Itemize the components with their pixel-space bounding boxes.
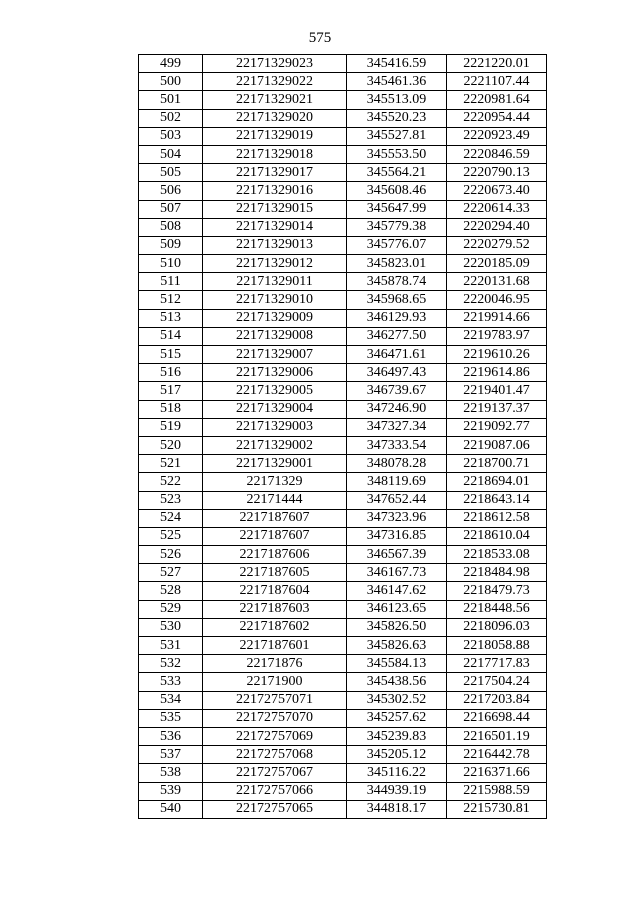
y-coordinate-cell: 2219087.06 <box>447 436 547 454</box>
table-row <box>139 127 547 145</box>
y-coordinate-cell: 2218533.08 <box>447 546 547 564</box>
code-cell: 22171876 <box>203 655 347 673</box>
y-coordinate-cell: 2217504.24 <box>447 673 547 691</box>
y-coordinate-cell: 2218612.58 <box>447 509 547 527</box>
row-index-cell: 511 <box>139 273 203 291</box>
code-cell: 2217187607 <box>203 509 347 527</box>
row-index-cell: 531 <box>139 637 203 655</box>
row-index-cell: 505 <box>139 164 203 182</box>
row-index-cell: 508 <box>139 218 203 236</box>
x-coordinate-cell: 345608.46 <box>347 182 447 200</box>
table-row <box>139 637 547 655</box>
x-coordinate-cell: 345878.74 <box>347 273 447 291</box>
row-index-cell: 512 <box>139 291 203 309</box>
table-row <box>139 182 547 200</box>
x-coordinate-cell: 345968.65 <box>347 291 447 309</box>
code-cell: 22171329008 <box>203 327 347 345</box>
x-coordinate-cell: 345239.83 <box>347 727 447 745</box>
x-coordinate-cell: 345527.81 <box>347 127 447 145</box>
x-coordinate-cell: 344818.17 <box>347 800 447 818</box>
y-coordinate-cell: 2220614.33 <box>447 200 547 218</box>
row-index-cell: 528 <box>139 582 203 600</box>
code-cell: 22172757069 <box>203 727 347 745</box>
x-coordinate-cell: 345826.63 <box>347 637 447 655</box>
code-cell: 22172757065 <box>203 800 347 818</box>
y-coordinate-cell: 2221220.01 <box>447 55 547 73</box>
row-index-cell: 509 <box>139 236 203 254</box>
table-row <box>139 600 547 618</box>
table-row <box>139 491 547 509</box>
table-row <box>139 709 547 727</box>
code-cell: 22171329004 <box>203 400 347 418</box>
y-coordinate-cell: 2219401.47 <box>447 382 547 400</box>
table-row <box>139 273 547 291</box>
x-coordinate-cell: 345823.01 <box>347 255 447 273</box>
coordinates-table <box>138 54 547 819</box>
code-cell: 22171329006 <box>203 364 347 382</box>
x-coordinate-cell: 345553.50 <box>347 145 447 163</box>
row-index-cell: 500 <box>139 73 203 91</box>
table-row <box>139 764 547 782</box>
row-index-cell: 526 <box>139 546 203 564</box>
table-row <box>139 255 547 273</box>
x-coordinate-cell: 346123.65 <box>347 600 447 618</box>
row-index-cell: 522 <box>139 473 203 491</box>
table-row <box>139 746 547 764</box>
y-coordinate-cell: 2220294.40 <box>447 218 547 236</box>
y-coordinate-cell: 2219092.77 <box>447 418 547 436</box>
x-coordinate-cell: 345584.13 <box>347 655 447 673</box>
x-coordinate-cell: 345564.21 <box>347 164 447 182</box>
x-coordinate-cell: 345257.62 <box>347 709 447 727</box>
code-cell: 2217187605 <box>203 564 347 582</box>
x-coordinate-cell: 345826.50 <box>347 618 447 636</box>
row-index-cell: 523 <box>139 491 203 509</box>
code-cell: 22171444 <box>203 491 347 509</box>
row-index-cell: 538 <box>139 764 203 782</box>
x-coordinate-cell: 346277.50 <box>347 327 447 345</box>
row-index-cell: 518 <box>139 400 203 418</box>
row-index-cell: 517 <box>139 382 203 400</box>
row-index-cell: 535 <box>139 709 203 727</box>
row-index-cell: 516 <box>139 364 203 382</box>
y-coordinate-cell: 2218096.03 <box>447 618 547 636</box>
table-row <box>139 200 547 218</box>
code-cell: 22172757067 <box>203 764 347 782</box>
table-row <box>139 145 547 163</box>
table-row <box>139 691 547 709</box>
code-cell: 2217187601 <box>203 637 347 655</box>
code-cell: 22171329016 <box>203 182 347 200</box>
code-cell: 22171329020 <box>203 109 347 127</box>
row-index-cell: 532 <box>139 655 203 673</box>
y-coordinate-cell: 2220923.49 <box>447 127 547 145</box>
y-coordinate-cell: 2220981.64 <box>447 91 547 109</box>
y-coordinate-cell: 2215730.81 <box>447 800 547 818</box>
table-row <box>139 364 547 382</box>
row-index-cell: 504 <box>139 145 203 163</box>
code-cell: 22171329018 <box>203 145 347 163</box>
table-row <box>139 91 547 109</box>
row-index-cell: 506 <box>139 182 203 200</box>
code-cell: 22171329003 <box>203 418 347 436</box>
x-coordinate-cell: 345779.38 <box>347 218 447 236</box>
row-index-cell: 533 <box>139 673 203 691</box>
x-coordinate-cell: 347652.44 <box>347 491 447 509</box>
y-coordinate-cell: 2219783.97 <box>447 327 547 345</box>
table-row <box>139 327 547 345</box>
y-coordinate-cell: 2219914.66 <box>447 309 547 327</box>
x-coordinate-cell: 345520.23 <box>347 109 447 127</box>
row-index-cell: 503 <box>139 127 203 145</box>
code-cell: 22172757070 <box>203 709 347 727</box>
x-coordinate-cell: 347327.34 <box>347 418 447 436</box>
code-cell: 2217187607 <box>203 527 347 545</box>
x-coordinate-cell: 345205.12 <box>347 746 447 764</box>
y-coordinate-cell: 2218643.14 <box>447 491 547 509</box>
table-row <box>139 800 547 818</box>
coordinates-table-body <box>139 55 547 819</box>
row-index-cell: 527 <box>139 564 203 582</box>
code-cell: 22171329007 <box>203 346 347 364</box>
table-row <box>139 109 547 127</box>
table-row <box>139 382 547 400</box>
y-coordinate-cell: 2219610.26 <box>447 346 547 364</box>
y-coordinate-cell: 2215988.59 <box>447 782 547 800</box>
code-cell: 22171329009 <box>203 309 347 327</box>
code-cell: 22171329022 <box>203 73 347 91</box>
row-index-cell: 507 <box>139 200 203 218</box>
y-coordinate-cell: 2216501.19 <box>447 727 547 745</box>
x-coordinate-cell: 345513.09 <box>347 91 447 109</box>
y-coordinate-cell: 2220790.13 <box>447 164 547 182</box>
table-row <box>139 236 547 254</box>
row-index-cell: 534 <box>139 691 203 709</box>
y-coordinate-cell: 2218479.73 <box>447 582 547 600</box>
x-coordinate-cell: 346167.73 <box>347 564 447 582</box>
row-index-cell: 499 <box>139 55 203 73</box>
code-cell: 2217187603 <box>203 600 347 618</box>
x-coordinate-cell: 347333.54 <box>347 436 447 454</box>
code-cell: 22171329005 <box>203 382 347 400</box>
x-coordinate-cell: 347316.85 <box>347 527 447 545</box>
x-coordinate-cell: 345461.36 <box>347 73 447 91</box>
x-coordinate-cell: 345647.99 <box>347 200 447 218</box>
code-cell: 2217187604 <box>203 582 347 600</box>
code-cell: 22171329021 <box>203 91 347 109</box>
x-coordinate-cell: 346739.67 <box>347 382 447 400</box>
x-coordinate-cell: 345302.52 <box>347 691 447 709</box>
table-row <box>139 455 547 473</box>
code-cell: 22171329002 <box>203 436 347 454</box>
code-cell: 22171329011 <box>203 273 347 291</box>
code-cell: 22171329 <box>203 473 347 491</box>
table-row <box>139 309 547 327</box>
x-coordinate-cell: 346147.62 <box>347 582 447 600</box>
code-cell: 22171329014 <box>203 218 347 236</box>
table-row <box>139 618 547 636</box>
y-coordinate-cell: 2217203.84 <box>447 691 547 709</box>
x-coordinate-cell: 346471.61 <box>347 346 447 364</box>
y-coordinate-cell: 2220131.68 <box>447 273 547 291</box>
code-cell: 22171329013 <box>203 236 347 254</box>
table-row <box>139 727 547 745</box>
table-row <box>139 564 547 582</box>
row-index-cell: 540 <box>139 800 203 818</box>
code-cell: 22171329012 <box>203 255 347 273</box>
x-coordinate-cell: 345776.07 <box>347 236 447 254</box>
y-coordinate-cell: 2219137.37 <box>447 400 547 418</box>
table-row <box>139 436 547 454</box>
table-row <box>139 527 547 545</box>
y-coordinate-cell: 2220846.59 <box>447 145 547 163</box>
y-coordinate-cell: 2217717.83 <box>447 655 547 673</box>
row-index-cell: 529 <box>139 600 203 618</box>
row-index-cell: 530 <box>139 618 203 636</box>
row-index-cell: 515 <box>139 346 203 364</box>
row-index-cell: 501 <box>139 91 203 109</box>
row-index-cell: 521 <box>139 455 203 473</box>
code-cell: 22171329015 <box>203 200 347 218</box>
row-index-cell: 514 <box>139 327 203 345</box>
code-cell: 2217187602 <box>203 618 347 636</box>
y-coordinate-cell: 2220673.40 <box>447 182 547 200</box>
row-index-cell: 524 <box>139 509 203 527</box>
code-cell: 22172757071 <box>203 691 347 709</box>
row-index-cell: 502 <box>139 109 203 127</box>
y-coordinate-cell: 2218058.88 <box>447 637 547 655</box>
table-row <box>139 400 547 418</box>
table-row <box>139 509 547 527</box>
code-cell: 2217187606 <box>203 546 347 564</box>
x-coordinate-cell: 346567.39 <box>347 546 447 564</box>
y-coordinate-cell: 2216371.66 <box>447 764 547 782</box>
y-coordinate-cell: 2218700.71 <box>447 455 547 473</box>
y-coordinate-cell: 2216698.44 <box>447 709 547 727</box>
x-coordinate-cell: 345116.22 <box>347 764 447 782</box>
y-coordinate-cell: 2219614.86 <box>447 364 547 382</box>
code-cell: 22171329001 <box>203 455 347 473</box>
y-coordinate-cell: 2218484.98 <box>447 564 547 582</box>
row-index-cell: 525 <box>139 527 203 545</box>
code-cell: 22172757068 <box>203 746 347 764</box>
code-cell: 22171329010 <box>203 291 347 309</box>
y-coordinate-cell: 2220954.44 <box>447 109 547 127</box>
table-row <box>139 546 547 564</box>
table-row <box>139 582 547 600</box>
page-number: 575 <box>308 30 332 46</box>
row-index-cell: 539 <box>139 782 203 800</box>
row-index-cell: 513 <box>139 309 203 327</box>
table-row <box>139 346 547 364</box>
code-cell: 22171329017 <box>203 164 347 182</box>
y-coordinate-cell: 2220279.52 <box>447 236 547 254</box>
row-index-cell: 519 <box>139 418 203 436</box>
code-cell: 22171900 <box>203 673 347 691</box>
y-coordinate-cell: 2221107.44 <box>447 73 547 91</box>
table-row <box>139 73 547 91</box>
code-cell: 22171329023 <box>203 55 347 73</box>
row-index-cell: 537 <box>139 746 203 764</box>
code-cell: 22171329019 <box>203 127 347 145</box>
row-index-cell: 510 <box>139 255 203 273</box>
table-row <box>139 418 547 436</box>
x-coordinate-cell: 348078.28 <box>347 455 447 473</box>
row-index-cell: 520 <box>139 436 203 454</box>
x-coordinate-cell: 347246.90 <box>347 400 447 418</box>
x-coordinate-cell: 345438.56 <box>347 673 447 691</box>
table-row <box>139 55 547 73</box>
table-row <box>139 782 547 800</box>
table-row <box>139 218 547 236</box>
x-coordinate-cell: 344939.19 <box>347 782 447 800</box>
y-coordinate-cell: 2218694.01 <box>447 473 547 491</box>
code-cell: 22172757066 <box>203 782 347 800</box>
x-coordinate-cell: 348119.69 <box>347 473 447 491</box>
y-coordinate-cell: 2218448.56 <box>447 600 547 618</box>
row-index-cell: 536 <box>139 727 203 745</box>
y-coordinate-cell: 2220046.95 <box>447 291 547 309</box>
x-coordinate-cell: 346497.43 <box>347 364 447 382</box>
table-row <box>139 473 547 491</box>
y-coordinate-cell: 2216442.78 <box>447 746 547 764</box>
y-coordinate-cell: 2218610.04 <box>447 527 547 545</box>
y-coordinate-cell: 2220185.09 <box>447 255 547 273</box>
table-row <box>139 291 547 309</box>
x-coordinate-cell: 345416.59 <box>347 55 447 73</box>
table-row <box>139 164 547 182</box>
x-coordinate-cell: 346129.93 <box>347 309 447 327</box>
table-row <box>139 655 547 673</box>
table-row <box>139 673 547 691</box>
x-coordinate-cell: 347323.96 <box>347 509 447 527</box>
